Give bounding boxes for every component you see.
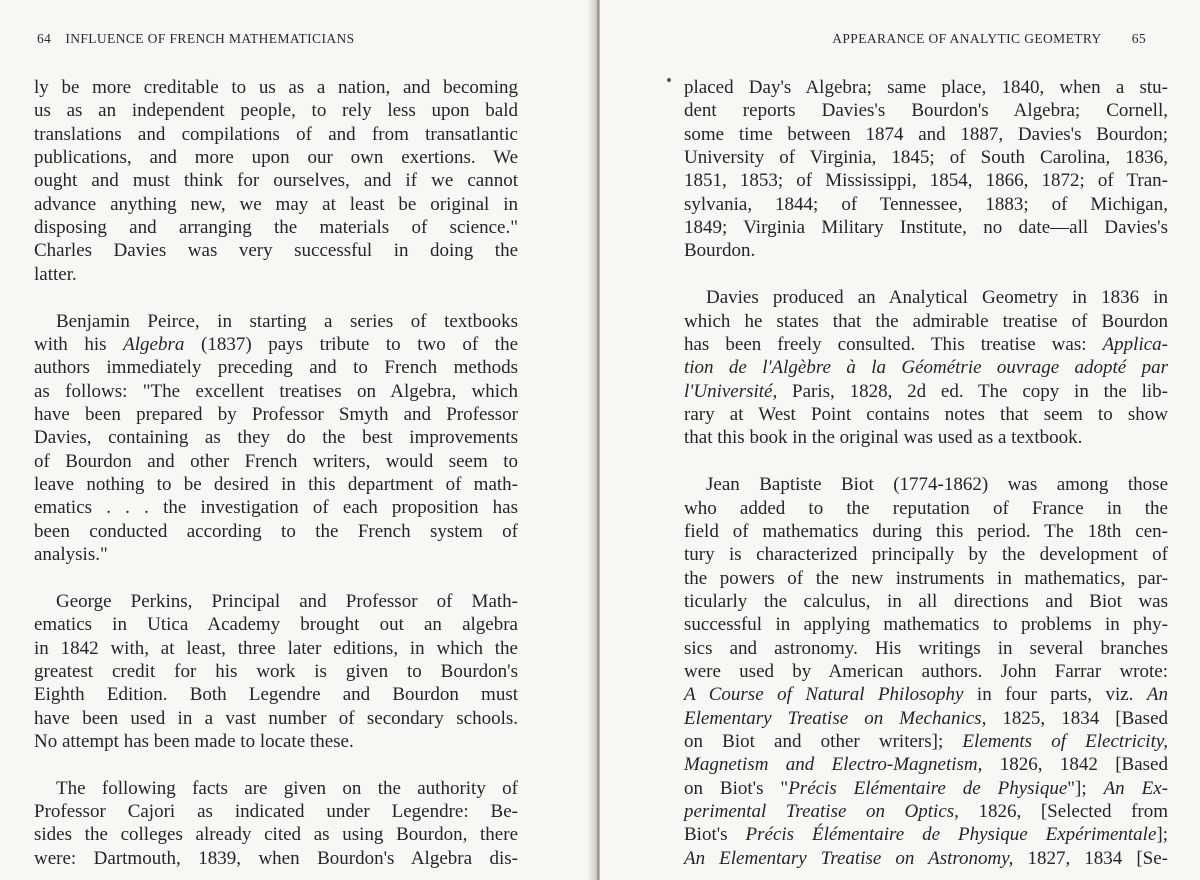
text-line [684,683,1168,706]
text-line: analysis." [34,544,108,566]
text-line: who added to the reputation of France in the [684,497,1168,519]
paragraph-perkins [34,590,518,753]
text-line [34,333,518,356]
text-line [684,356,1168,379]
text-line: latter. [34,263,77,285]
left-running-head-title: INFLUENCE OF FRENCH MATHEMATICIANS [65,31,355,46]
text-line: which he states that the admirable treatise of Bourdon [684,310,1168,332]
text-line: George Perkins, Principal and Professor of Math- [56,590,518,612]
right-running-head [832,31,1146,47]
text-segment: with his [34,333,124,355]
left-page [0,0,594,880]
text-line: have been prepared by Professor Smyth and Professor [34,403,518,425]
text-line: 1851, 1853; of Mississippi, 1854, 1866, 1872; of Tran- [684,170,1168,192]
book-title-segment: Applica- [1102,333,1168,355]
text-segment: ]; [1156,824,1168,846]
right-body-text [684,76,1168,880]
text-segment: Paris, 1828, 2d ed. The copy in the lib- [777,380,1168,402]
text-segment: (1837) pays tribute to two of the [184,333,519,355]
text-line: greatest credit for his work is given to Bourdon's [34,660,518,682]
page-speck-mark [667,78,671,82]
left-page-number: 64 [37,31,52,46]
text-line [684,753,1168,776]
text-line: some time between 1874 and 1887, Davies's Bourdon; [684,123,1168,145]
text-line: translations and compilations of and from transatlantic [34,123,518,145]
book-title-segment: perimental Treatise on Optics, [684,800,959,822]
text-line [684,800,1168,823]
text-line: sics and astronomy. His writings in several branches [684,637,1168,659]
book-title-segment: Magnetism and Electro-Magnetism, [684,754,983,776]
text-line: authors immediately preceding and to French methods [34,357,518,379]
left-running-head [37,31,355,47]
text-line: ematics in Utica Academy brought out an algebra [34,614,518,636]
text-line: placed Day's Algebra; same place, 1840, when a stu- [684,77,1168,98]
text-line [684,823,1168,846]
text-line: ticularly the calculus, in all directions and Biot was [684,590,1168,612]
right-page-number: 65 [1131,31,1146,46]
book-title-segment: A Course of Natural Philosophy [684,684,964,706]
text-segment: 1826, [Selected from [958,800,1168,822]
right-running-head-title: APPEARANCE OF ANALYTIC GEOMETRY [832,31,1102,46]
text-line: ought and must think for ourselves, and if we cannot [34,170,518,192]
text-line [684,707,1168,730]
text-segment: Biot's [684,824,746,846]
text-line: in 1842 with, at least, three later editions, in which the [34,637,518,659]
book-title-segment: l'Université, [684,380,778,402]
paragraph-peirce [34,310,518,567]
text-line: 1849; Virginia Military Institute, no date—all Davies's [684,217,1168,239]
paragraph-colleges-continued [684,76,1168,263]
text-line: Eighth Edition. Both Legendre and Bourdon must [34,684,518,706]
text-line [684,333,1168,356]
text-line: of Bourdon and other French writers, would seem to [34,450,518,472]
book-title-segment: Elementary Treatise on Mechanics, [684,707,987,729]
text-line: Davies produced an Analytical Geometry in 1836 in [706,287,1168,309]
text-line: No attempt has been made to locate these. [34,730,354,752]
book-title-algebra: Algebra [123,333,185,355]
text-line: The following facts are given on the authority of [56,777,518,799]
text-line: Professor Cajori as indicated under Legendre: Be- [34,801,518,823]
text-line: as follows: "The excellent treatises on Algebra, which [34,380,518,402]
book-title-segment: An Ex- [1103,777,1168,799]
gutter-fold-line [597,0,599,880]
text-segment: 1826, 1842 [Based [982,754,1168,776]
text-line: ly be more creditable to us as a nation, and becoming [34,77,518,98]
left-body-text [34,76,518,880]
text-segment: in four parts, viz. [963,684,1147,706]
text-line: field of mathematics during this period. The 18th cen- [684,520,1168,542]
text-line [684,777,1168,800]
text-line: Benjamin Peirce, in starting a series of textbooks [56,310,518,332]
text-line: dent reports Davies's Bourdon's Algebra; Cornell, [684,100,1168,122]
text-line: sides the colleges already cited as using Bourdon, there [34,824,518,846]
text-line: leave nothing to be desired in this department of math- [34,474,518,495]
text-line: disposing and arranging the materials of science." [34,217,518,239]
text-segment: has been freely consulted. This treatise was: [684,333,1103,355]
book-title-segment: Précis Elémentaire de Physique [788,777,1068,799]
text-line: Jean Baptiste Biot (1774-1862) was among those [706,474,1168,496]
text-line: been conducted according to the French system of [34,520,518,542]
text-line: Davies, containing as they do the best improvements [34,427,518,449]
text-line: were used by American authors. John Farrar wrote: [684,660,1168,682]
text-line: that this book in the original was used as a textbook. [684,427,1083,449]
text-segment: on Biot and other writers]; [684,730,963,752]
text-line: University of Virginia, 1845; of South Carolina, 1836, [684,147,1168,169]
text-line: Charles Davies was very successful in doing the [34,240,518,262]
text-line: sylvania, 1844; of Tennessee, 1883; of Michigan, [684,193,1168,215]
text-line: advance anything new, we may at least be original in [34,193,518,215]
text-line [684,847,1168,870]
text-line: ematics . . . the investigation of each proposition has [34,497,518,519]
text-line: Bourdon. [684,240,756,262]
book-title-segment: tion de l'Algèbre à la Géométrie ouvrage adopté par [684,357,1168,379]
text-segment: 1827, 1834 [Se- [1013,847,1168,869]
text-segment: 1825, 1834 [Based [986,707,1169,729]
paragraph-continuation [34,76,518,286]
text-line: the powers of the new instruments in mathematics, par- [684,567,1168,589]
book-title-segment: Elements of Electricity, [962,730,1168,752]
text-line: were: Dartmouth, 1839, when Bourdon's Algebra dis- [34,847,518,869]
text-line: tury is characterized principally by the development of [684,544,1168,566]
text-line: successful in applying mathematics to problems in phy- [684,614,1168,636]
text-segment: "]; [1067,777,1104,799]
text-line: have been used in a vast number of secondary schools. [34,707,518,729]
book-title-segment: An Elementary Treatise on Astronomy, [684,847,1014,869]
text-line [684,730,1168,753]
text-line: publications, and more upon our own exertions. We [34,147,518,169]
text-segment: on Biot's " [684,777,789,799]
text-line: us as an independent people, to rely less upon bald [34,100,518,122]
book-title-segment: Précis Élémentaire de Physique Expérimentale [745,824,1157,846]
book-title-segment: An [1146,684,1169,706]
text-line: rary at West Point contains notes that seem to show [684,403,1168,425]
paragraph-davies-geometry [684,286,1168,449]
paragraph-cajori [34,777,518,870]
paragraph-biot [684,473,1168,870]
text-line [684,380,1168,403]
